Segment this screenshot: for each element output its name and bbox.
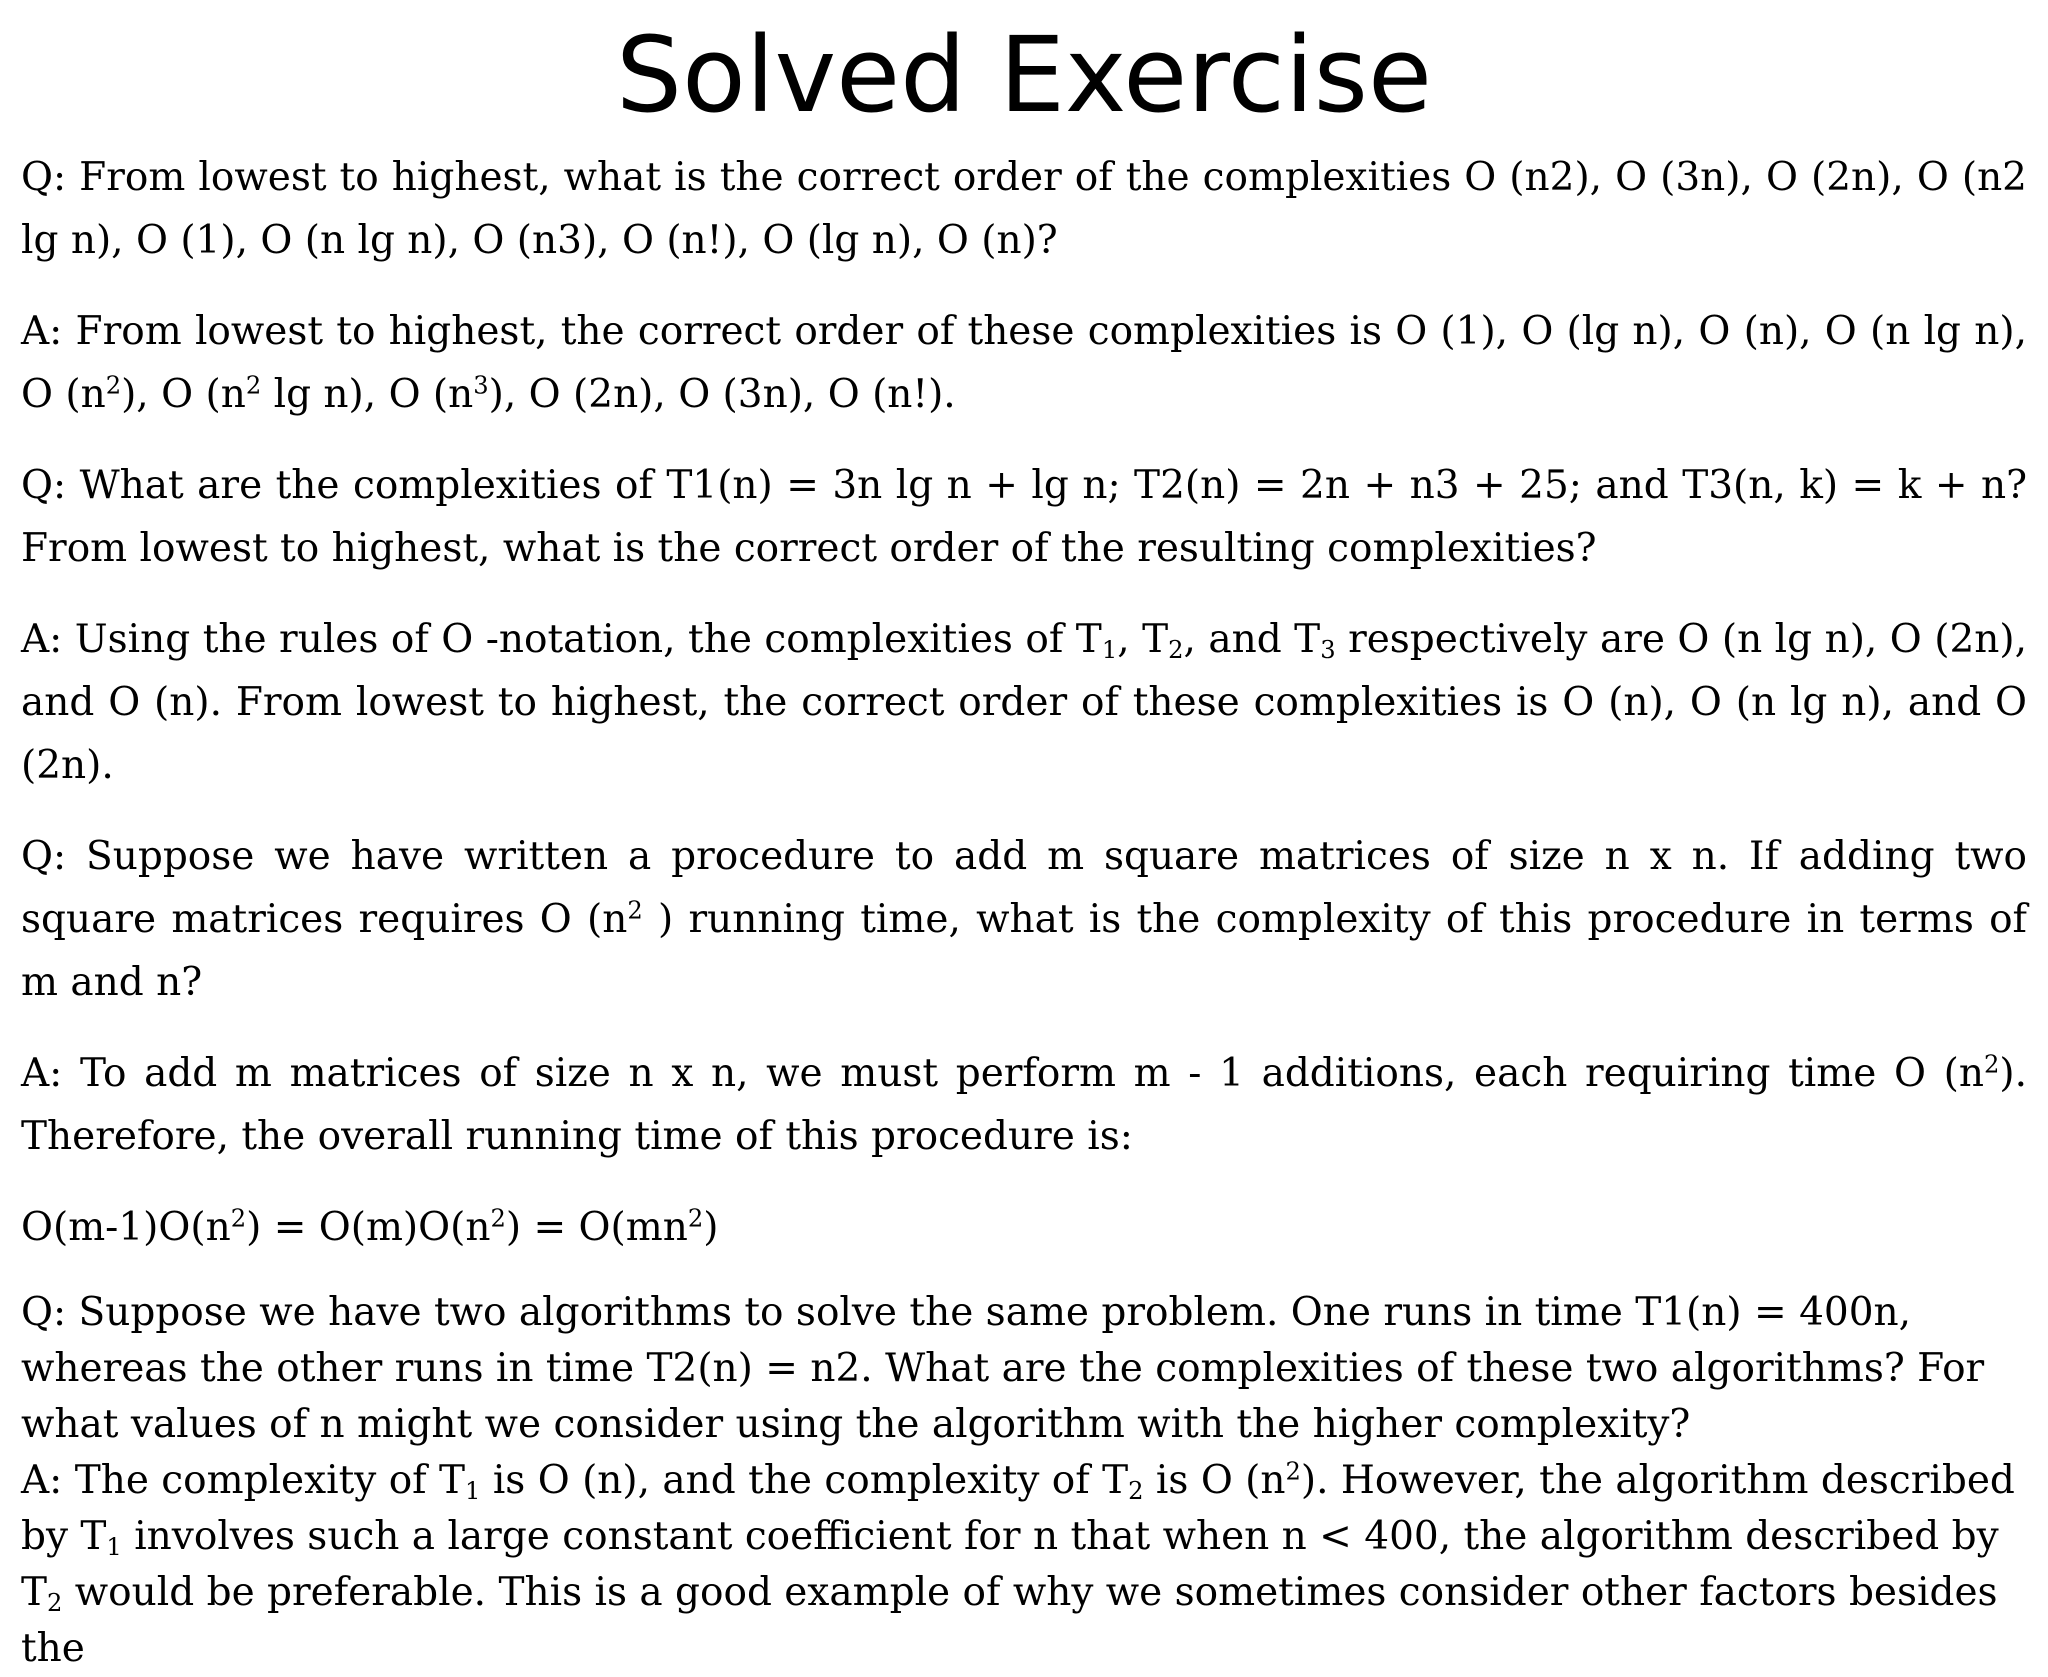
formula: $O(m-1)O(n^2) = O(m)O(n^2) = O(mn^2)$ [21, 1204, 719, 1250]
slide-body [21, 146, 2027, 1677]
answer-2: A: Using the rules of O -notation, the complexities of $T_1$, $T_2$, and $T_3$ respectively are O (n lg n), O (2n), and O (n). From lowest to highest, the correct order of these complexities is O (n), O (n lg n), and O (2n). [21, 617, 2028, 788]
question-4: Q: Suppose we have two algorithms to solve the same problem. One runs in time T1(n) = 400n, whereas the other runs in time T2(n) = n2. What are the complexities of these two algorithms? For what values of n might we consider using the algorithm with the higher complexity? [21, 1290, 1985, 1447]
question-1: Q: From lowest to highest, what is the correct order of the complexities O (n2), O (3n), O (2n), O (n2 lg n), O (1), O (n lg n), O (n3), O (n!), O (lg n), O (n)? [21, 155, 2027, 263]
answer-3: A: To add m matrices of size n x n, we must perform m - 1 additions, each requiring time O $(n^2)$. Therefore, the overall running time of this procedure is: [21, 1050, 2027, 1159]
question-3: Q: Suppose we have written a procedure to add m square matrices of size n x n. If adding two square matrices requires O ($n^2$ ) running time, what is the complexity of this procedure in terms of m and n? [21, 834, 2027, 1005]
answer-1: A: From lowest to highest, the correct order of these complexities is O (1), O (lg n), O (n), O (n lg n), O $(n^2)$, O ($n^2$ lg n), O $(n^3)$, O (2n), O (3n), O (n!). [21, 309, 2027, 417]
question-2: Q: What are the complexities of T1(n) = 3n lg n + lg n; T2(n) = 2n + n3 + 25; and T3(n, k) = k + n? From lowest to highest, what is the correct order of the resulting complexities? [21, 463, 2027, 571]
slide-title: Solved Exercise [616, 14, 1432, 136]
answer-4: A: The complexity of $T_1$ is O (n), and the complexity of $T_2$ is O $(n^2)$. However, the algorithm described by $T_1$ involves such a large constant coefficient for n that when n < 400, the algorithm described by $T_2$ would be preferable. This is a good example of why we sometimes consider other factors besides the [21, 1457, 2015, 1671]
